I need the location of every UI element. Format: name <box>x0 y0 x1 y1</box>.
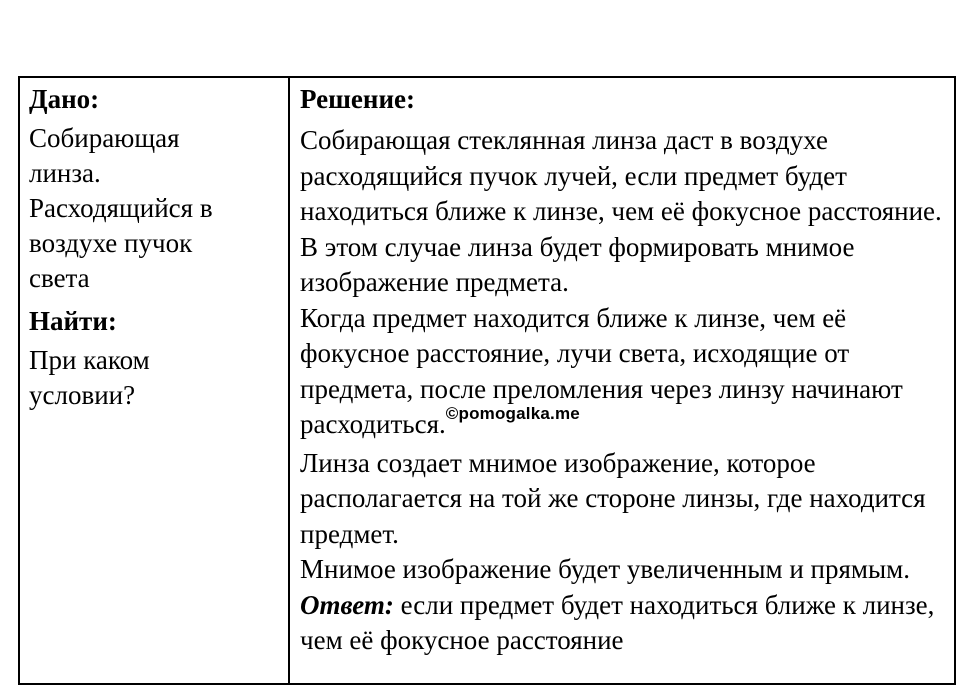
given-column <box>20 78 290 683</box>
find-heading: Найти: <box>29 306 117 336</box>
solution-column <box>290 78 954 683</box>
given-text: Собирающая линза. Расходящийся в воздухе пучок света <box>29 123 213 293</box>
given-heading: Дано: <box>29 84 100 114</box>
solution-paragraph-1: Собирающая стеклянная линза даст в воздухе расходящийся пучок лучей, если предмет будет находиться ближе к линзе, чем её фокусное расстояние. В этом случае линза будет формировать мнимое изображение предмета. <box>300 125 942 297</box>
find-text: При каком условии? <box>29 345 150 410</box>
solution-paragraph-3: Линза создает мнимое изображение, которое располагается на той же стороне линзы, где находится предмет. <box>300 447 926 549</box>
answer-label: Ответ: <box>300 589 394 620</box>
solution-heading: Решение: <box>300 84 415 114</box>
answer-paragraph <box>300 588 946 659</box>
solution-paragraph-2 <box>300 301 946 446</box>
watermark: ©pomogalka.me <box>445 404 580 423</box>
solution-paragraph-2-text: Когда предмет находится ближе к линзе, чем её фокусное расстояние, лучи света, исходящие от предмета, после преломления через линзу начинают расходиться. <box>300 302 903 439</box>
solution-paragraph-4: Мнимое изображение будет увеличенным и прямым. <box>300 554 910 584</box>
solution-body <box>300 123 946 659</box>
answer-text: если предмет будет находиться ближе к линзе, чем её фокусное расстояние <box>300 589 935 655</box>
solution-table <box>18 76 956 685</box>
